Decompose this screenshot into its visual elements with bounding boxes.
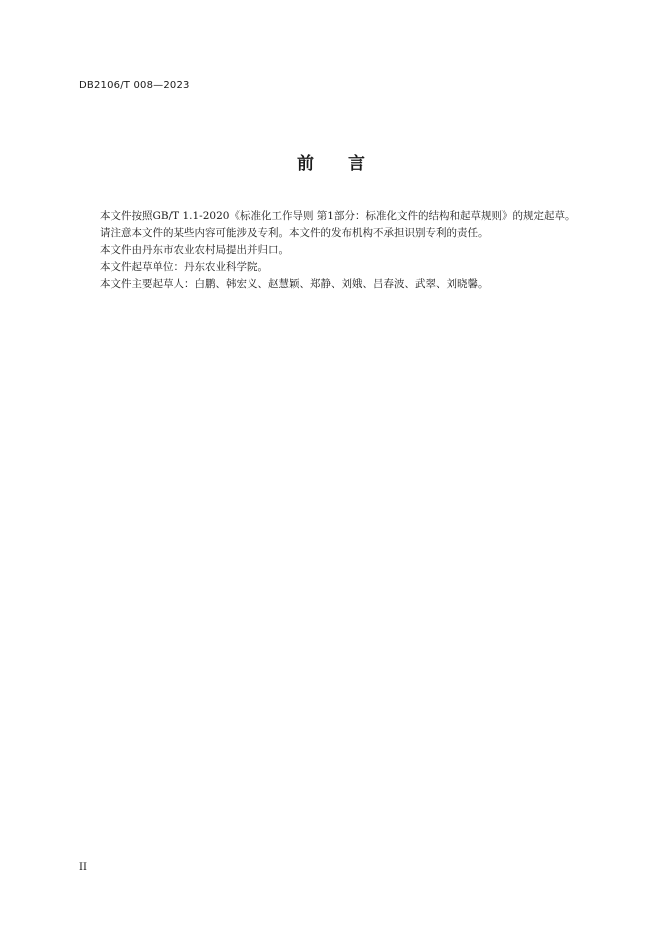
paragraph-drafters: 本文件主要起草人：白鹏、韩宏义、赵慧颖、郑静、刘娥、吕春波、武翠、刘晓馨。 [100, 278, 489, 290]
page-number: II [79, 862, 87, 873]
standard-code: DB2106/T 008—2023 [79, 80, 190, 91]
paragraph-proposer: 本文件由丹东市农业农村局提出并归口。 [100, 244, 289, 256]
foreword-body [79, 209, 607, 294]
title-char-2: 言 [348, 154, 365, 174]
paragraph-patent-notice: 请注意本文件的某些内容可能涉及专利。本文件的发布机构不承担识别专利的责任。 [100, 227, 489, 239]
title-char-1: 前 [297, 154, 314, 174]
page-title [0, 149, 662, 174]
paragraph-drafting-basis: 本文件按照GB/T 1.1-2020《标准化工作导则 第1部分：标准化文件的结构和起草规则》的规定起草。 [100, 210, 576, 222]
paragraph-drafting-unit: 本文件起草单位：丹东农业科学院。 [100, 261, 268, 273]
